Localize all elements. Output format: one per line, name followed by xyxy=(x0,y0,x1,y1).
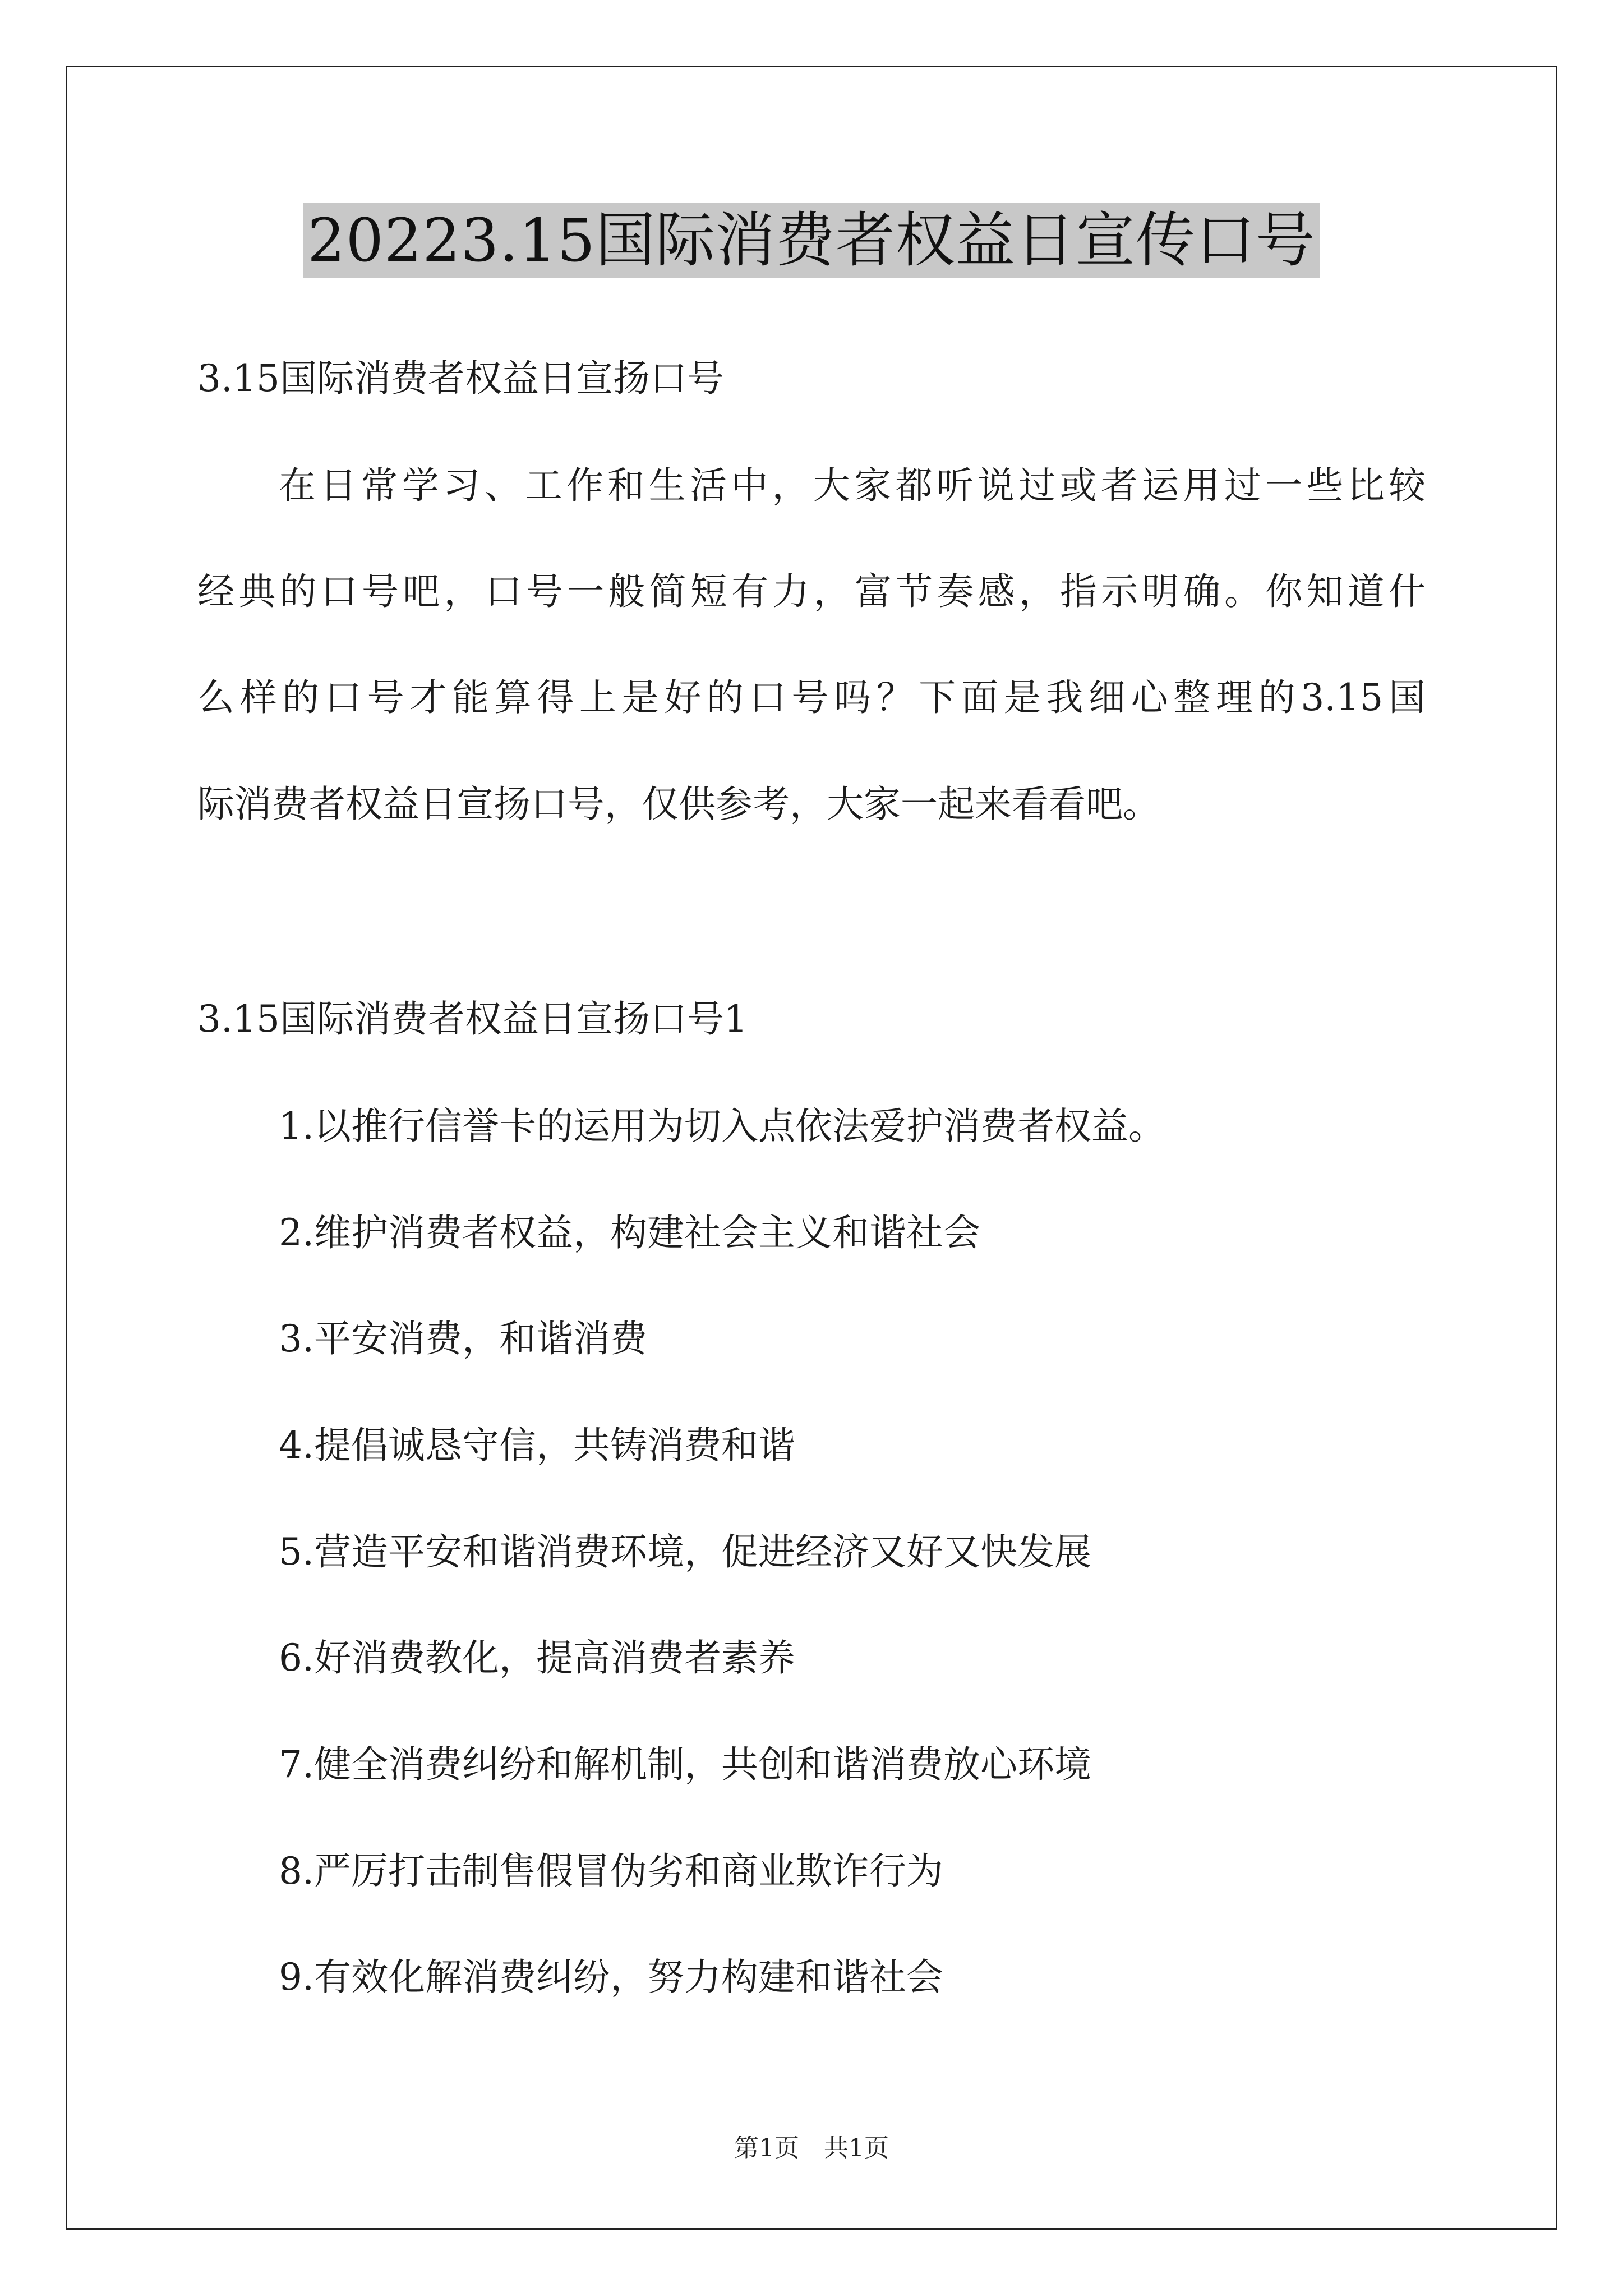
slogan-item-9: 9.有效化解消费纠纷，努力构建和谐社会 xyxy=(279,1955,943,1999)
intro-line-3: 么样的口号才能算得上是好的口号吗？下面是我细心整理的3.15国 xyxy=(197,676,1426,719)
intro-line-1: 在日常学习、工作和生活中，大家都听说过或者运用过一些比较 xyxy=(279,464,1426,507)
slogan-item-8: 8.严厉打击制售假冒伪劣和商业欺诈行为 xyxy=(279,1849,943,1893)
intro-line-4: 际消费者权益日宣扬口号，仅供参考，大家一起来看看吧。 xyxy=(197,783,1160,826)
section-heading: 3.15国际消费者权益日宣扬口号1 xyxy=(197,997,748,1041)
page-footer xyxy=(0,2133,1623,2164)
slogan-item-1: 1.以推行信誉卡的运用为切入点依法爱护消费者权益。 xyxy=(279,1105,1165,1148)
page-number-current: 第1页 xyxy=(734,2134,799,2162)
subtitle: 3.15国际消费者权益日宣扬口号 xyxy=(197,357,724,400)
document-title: 20223.15国际消费者权益日宣传口号 xyxy=(303,203,1320,278)
slogan-item-2: 2.维护消费者权益，构建社会主义和谐社会 xyxy=(279,1211,980,1254)
slogan-item-7: 7.健全消费纠纷和解机制，共创和谐消费放心环境 xyxy=(279,1743,1091,1786)
slogan-item-3: 3.平安消费，和谐消费 xyxy=(279,1317,647,1360)
slogan-item-6: 6.好消费教化，提高消费者素养 xyxy=(279,1636,795,1680)
slogan-item-5: 5.营造平安和谐消费环境，促进经济又好又快发展 xyxy=(279,1530,1091,1573)
page-number-total: 共1页 xyxy=(824,2134,889,2162)
slogan-item-4: 4.提倡诚恳守信，共铸消费和谐 xyxy=(279,1424,795,1467)
title-container xyxy=(0,203,1623,278)
intro-line-2: 经典的口号吧，口号一般简短有力，富节奏感，指示明确。你知道什 xyxy=(197,570,1426,613)
